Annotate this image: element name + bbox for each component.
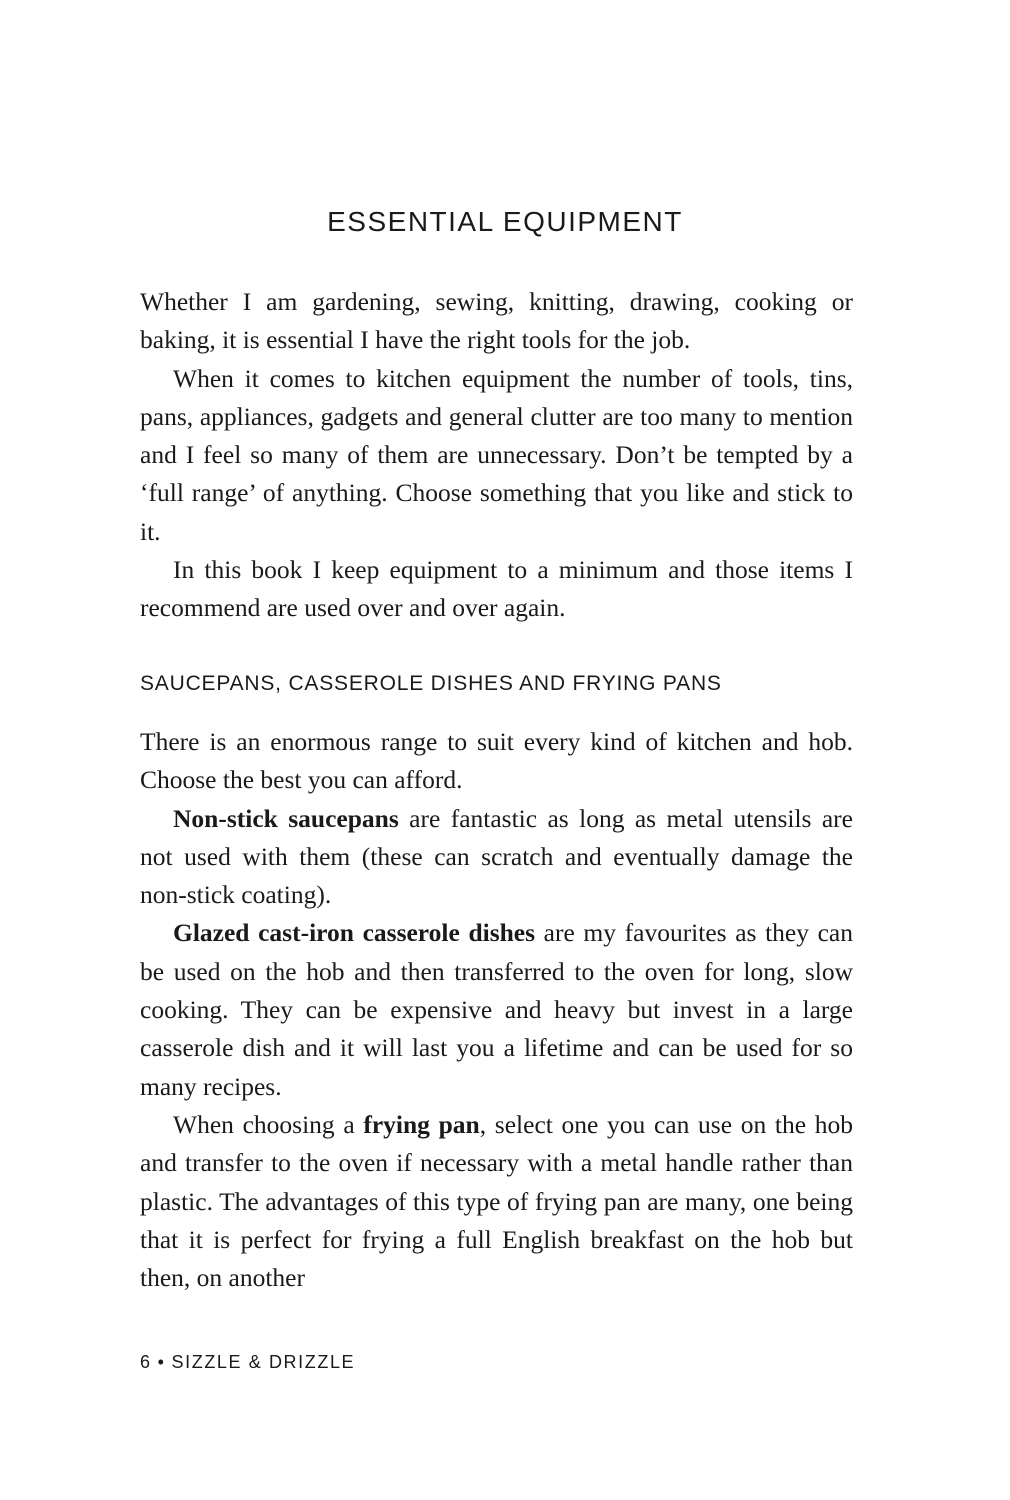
section-text xyxy=(140,723,853,1297)
book-title: SIZZLE & DRIZZLE xyxy=(171,1352,356,1372)
intro-paragraph-3: In this book I keep equipment to a minimum and those items I recommend are used over and over again. xyxy=(140,555,853,623)
section-paragraph-1: There is an enormous range to suit every kind of kitchen and hob. Choose the best you can afford. xyxy=(140,727,853,795)
term-frying-pan: frying pan xyxy=(363,1109,480,1139)
term-casserole-dishes: Glazed cast-iron casserole dishes xyxy=(173,918,536,948)
section-heading: SAUCEPANS, CASSEROLE DISHES AND FRYING PANS xyxy=(140,672,722,695)
term-non-stick-saucepans: Non-stick saucepans xyxy=(173,803,399,833)
footer-separator: • xyxy=(157,1352,166,1372)
page-heading: ESSENTIAL EQUIPMENT xyxy=(327,206,683,237)
section-paragraph-2 xyxy=(140,800,853,915)
intro-paragraph-2: When it comes to kitchen equipment the number of tools, tins, pans, appliances, gadgets and general clutter are too many to mention and I feel so many of them are unnecessary. Don’t be tempted by a ‘full range’ of anything. Choose something that you like and stick to it. xyxy=(140,363,853,546)
paragraph-4-start: When choosing a xyxy=(173,1109,364,1139)
page-number: 6 xyxy=(140,1352,152,1372)
intro-text xyxy=(140,283,853,628)
section-paragraph-3 xyxy=(140,914,853,1105)
intro-paragraph-1: Whether I am gardening, sewing, knitting, drawing, cooking or baking, it is essential I have the right tools for the job. xyxy=(140,287,853,355)
paragraph-2-body: are fantastic as long as metal utensils are not used with them (these can scratch and eventually damage the non-stick coating). xyxy=(140,803,853,910)
paragraph-3-body: are my favourites as they can be used on the hob and then transferred to the oven for long, slow cooking. They can be expensive and heavy but invest in a large casserole dish and it will last you a lifetime and can be used for so many recipes. xyxy=(140,918,853,1101)
page-footer xyxy=(140,1352,355,1373)
paragraph-4-body: , select one you can use on the hob and transfer to the oven if necessary with a metal handle rather than plastic. The advantages of this type of frying pan are many, one being that it is perfect for frying a full English breakfast on the hob but then, on another xyxy=(140,1109,853,1293)
section-paragraph-4 xyxy=(140,1106,853,1297)
